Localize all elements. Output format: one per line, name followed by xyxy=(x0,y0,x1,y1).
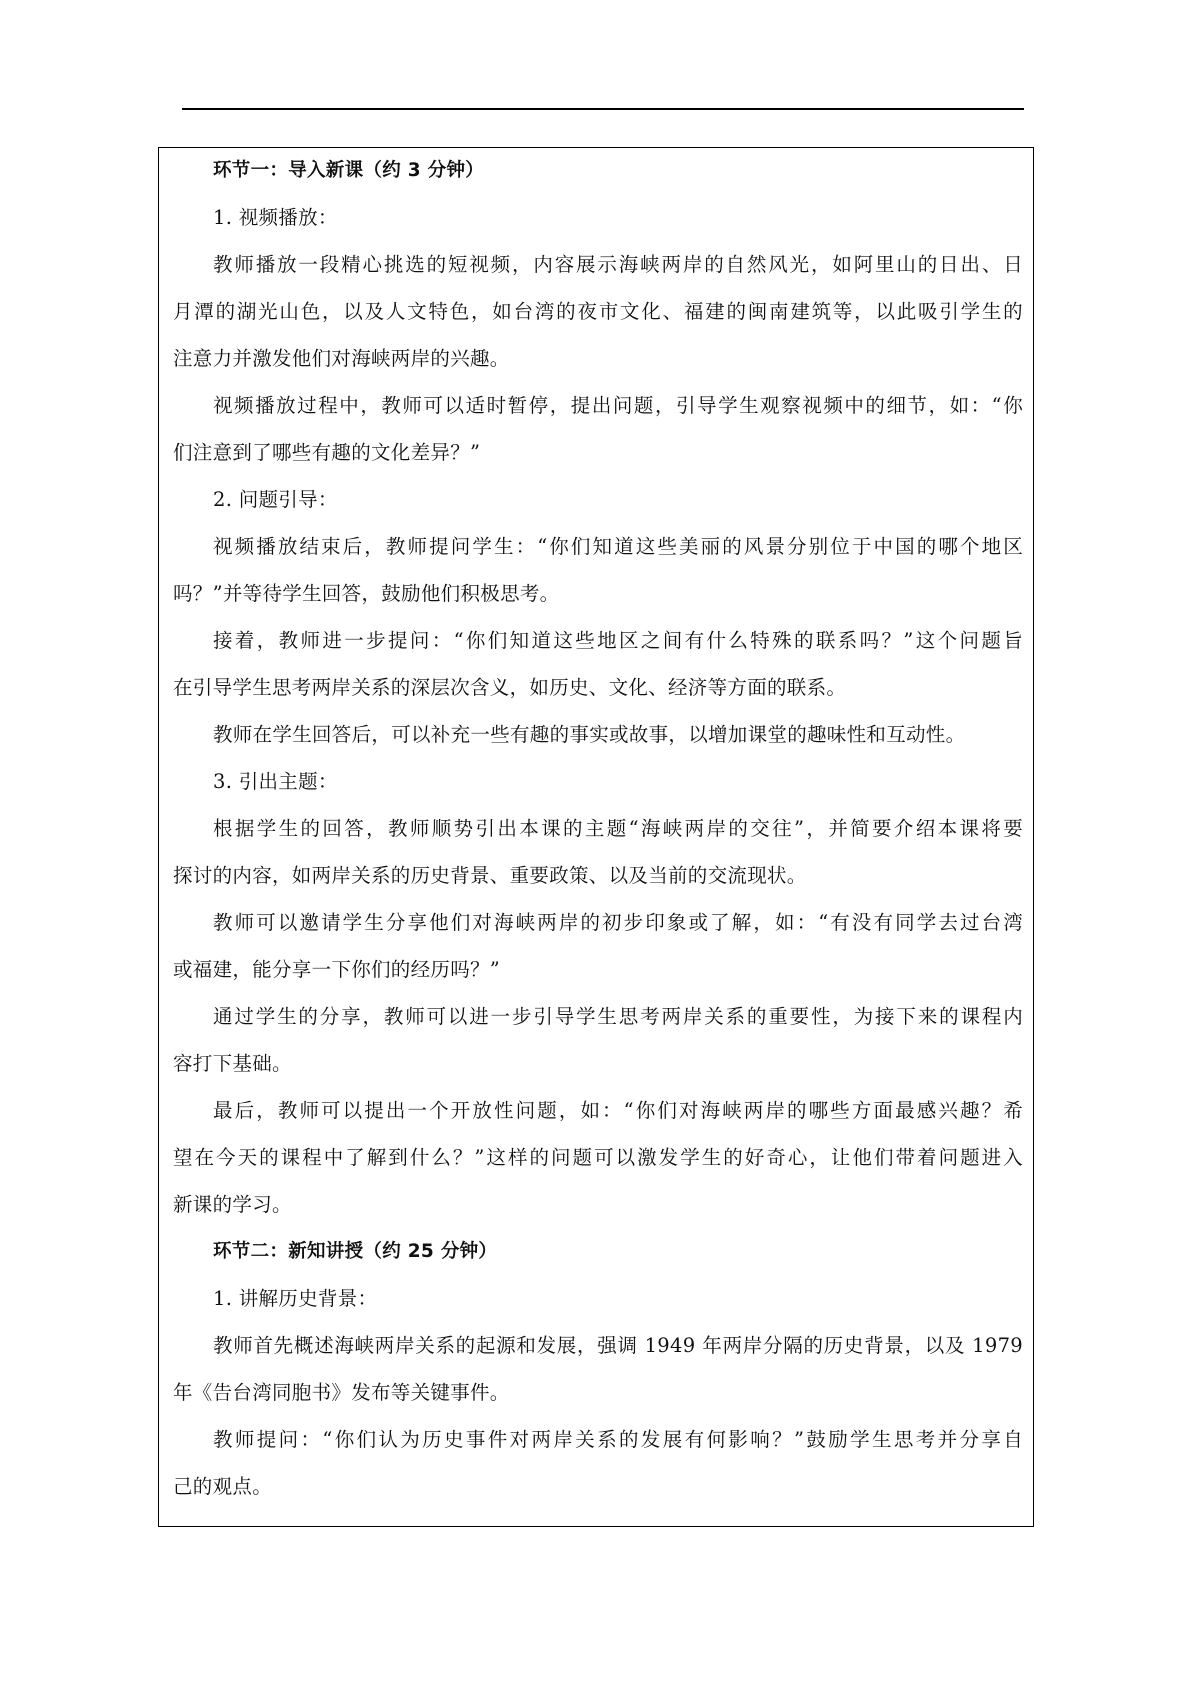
header-rule xyxy=(182,108,1024,110)
paragraph-line: 月潭的湖光山色，以及人文特色，如台湾的夜市文化、福建的闽南建筑等，以此吸引学生的 xyxy=(173,300,1023,323)
paragraph-line: 教师播放一段精心挑选的短视频，内容展示海峡两岸的自然风光，如阿里山的日出、日 xyxy=(213,253,1023,276)
paragraph-line: 或福建，能分享一下你们的经历吗？” xyxy=(173,958,501,981)
section-heading: 环节二：新知讲授（约 25 分钟） xyxy=(213,1241,498,1262)
paragraph-line: 教师在学生回答后，可以补充一些有趣的事实或故事，以增加课堂的趣味性和互动性。 xyxy=(213,723,966,746)
paragraph-line: 通过学生的分享，教师可以进一步引导学生思考两岸关系的重要性，为接下来的课程内 xyxy=(213,1005,1023,1028)
paragraph-line: 吗？”并等待学生回答，鼓励他们积极思考。 xyxy=(173,582,560,605)
paragraph-line: 最后，教师可以提出一个开放性问题，如：“你们对海峡两岸的哪些方面最感兴趣？希 xyxy=(213,1099,1023,1122)
subsection-title: 1. 视频播放： xyxy=(213,206,338,229)
lesson-content-box xyxy=(158,147,1034,1527)
paragraph-line: 视频播放结束后，教师提问学生：“你们知道这些美丽的风景分别位于中国的哪个地区 xyxy=(213,535,1023,558)
paragraph-line: 年《告台湾同胞书》发布等关键事件。 xyxy=(173,1381,510,1404)
paragraph-line: 望在今天的课程中了解到什么？”这样的问题可以激发学生的好奇心，让他们带着问题进入 xyxy=(173,1146,1023,1169)
paragraph-line: 根据学生的回答，教师顺势引出本课的主题“海峡两岸的交往”，并简要介绍本课将要 xyxy=(213,817,1023,840)
subsection-title: 2. 问题引导： xyxy=(213,488,338,511)
paragraph-line: 接着，教师进一步提问：“你们知道这些地区之间有什么特殊的联系吗？”这个问题旨 xyxy=(213,629,1023,652)
subsection-title: 1. 讲解历史背景： xyxy=(213,1287,378,1310)
paragraph-line: 在引导学生思考两岸关系的深层次含义，如历史、文化、经济等方面的联系。 xyxy=(173,676,847,699)
paragraph-line: 教师可以邀请学生分享他们对海峡两岸的初步印象或了解，如：“有没有同学去过台湾 xyxy=(213,911,1023,934)
paragraph-line: 注意力并激发他们对海峡两岸的兴趣。 xyxy=(173,347,510,370)
section-heading: 环节一：导入新课（约 3 分钟） xyxy=(213,160,485,181)
paragraph-line: 新课的学习。 xyxy=(173,1193,292,1216)
paragraph-line: 容打下基础。 xyxy=(173,1052,292,1075)
paragraph-line: 教师首先概述海峡两岸关系的起源和发展，强调 1949 年两岸分隔的历史背景，以及 1979 xyxy=(213,1334,1023,1357)
paragraph-line: 视频播放过程中，教师可以适时暂停，提出问题，引导学生观察视频中的细节，如：“你 xyxy=(213,394,1023,417)
paragraph-line: 们注意到了哪些有趣的文化差异？” xyxy=(173,441,481,464)
paragraph-line: 探讨的内容，如两岸关系的历史背景、重要政策、以及当前的交流现状。 xyxy=(173,864,807,887)
subsection-title: 3. 引出主题： xyxy=(213,770,338,793)
paragraph-line: 教师提问：“你们认为历史事件对两岸关系的发展有何影响？”鼓励学生思考并分享自 xyxy=(213,1428,1023,1451)
paragraph-line: 己的观点。 xyxy=(173,1475,273,1498)
